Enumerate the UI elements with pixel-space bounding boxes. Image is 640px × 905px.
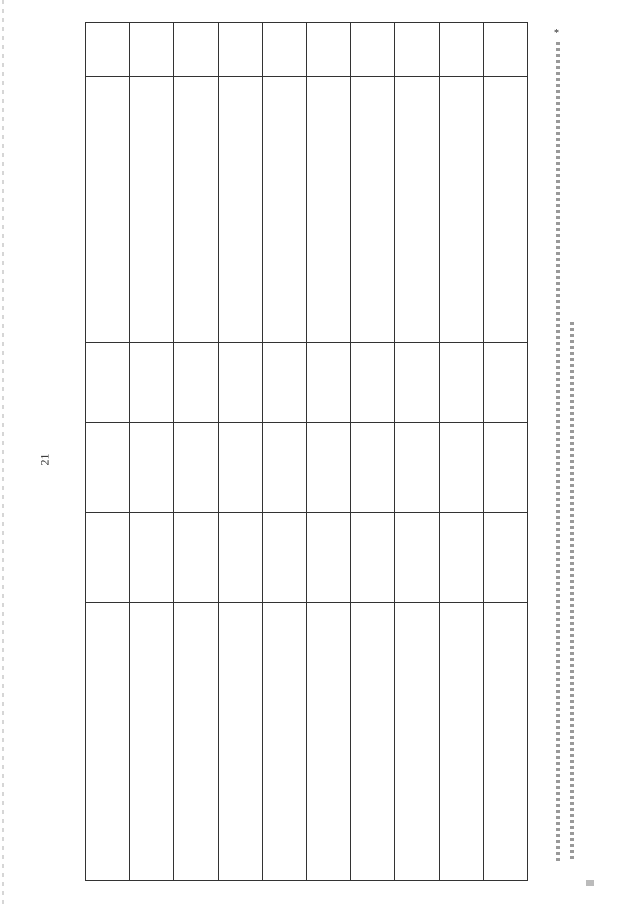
table-cell <box>306 423 350 513</box>
table-cell <box>86 513 130 603</box>
table-cell <box>262 77 306 343</box>
table-cell <box>130 513 174 603</box>
footnote <box>550 22 582 882</box>
table-cell <box>130 343 174 423</box>
table-row <box>86 77 528 343</box>
table-cell <box>306 77 350 343</box>
table-cell <box>439 77 483 343</box>
table-cell <box>86 423 130 513</box>
table-cell <box>306 513 350 603</box>
table-cell <box>439 343 483 423</box>
table-cell <box>218 513 262 603</box>
table-cell <box>174 423 218 513</box>
table-cell <box>130 603 174 881</box>
table-cell <box>174 343 218 423</box>
table-cell <box>351 513 395 603</box>
table-cell <box>218 77 262 343</box>
table-cell <box>174 77 218 343</box>
table-cell <box>130 77 174 343</box>
table-cell <box>439 513 483 603</box>
table-cell <box>130 23 174 77</box>
table-cell <box>395 343 439 423</box>
table-row <box>86 513 528 603</box>
table-cell <box>395 603 439 881</box>
footnote-marker: * <box>554 28 559 39</box>
table-cell <box>395 423 439 513</box>
table-cell <box>262 423 306 513</box>
table-row <box>86 23 528 77</box>
table-cell <box>351 603 395 881</box>
table-cell <box>130 423 174 513</box>
table-cell <box>483 513 527 603</box>
table-cell <box>262 23 306 77</box>
table-cell <box>262 513 306 603</box>
page-number: 21 <box>37 453 52 466</box>
scan-edge <box>2 0 4 905</box>
table-cell <box>439 603 483 881</box>
table-cell <box>395 23 439 77</box>
table-cell <box>351 23 395 77</box>
budget-table-area <box>85 22 528 880</box>
table-cell <box>439 423 483 513</box>
table-cell <box>306 603 350 881</box>
corner-mark <box>586 880 594 886</box>
table-cell <box>262 603 306 881</box>
footnote-text-line <box>570 322 574 862</box>
table-cell <box>351 423 395 513</box>
table-cell <box>306 343 350 423</box>
budget-table <box>85 22 528 881</box>
table-cell <box>86 603 130 881</box>
table-cell <box>86 343 130 423</box>
table-cell <box>174 603 218 881</box>
table-cell <box>483 603 527 881</box>
table-cell <box>218 343 262 423</box>
footnote-text-line <box>556 42 560 862</box>
table-cell <box>351 77 395 343</box>
table-cell <box>483 77 527 343</box>
table-cell <box>86 23 130 77</box>
table-cell <box>483 343 527 423</box>
table-cell <box>262 343 306 423</box>
table-cell <box>86 77 130 343</box>
table-row <box>86 343 528 423</box>
table-cell <box>174 513 218 603</box>
table-cell <box>174 23 218 77</box>
table-cell <box>483 23 527 77</box>
table-row <box>86 603 528 881</box>
table-cell <box>395 77 439 343</box>
table-cell <box>395 513 439 603</box>
table-cell <box>218 23 262 77</box>
table-cell <box>439 23 483 77</box>
table-row <box>86 423 528 513</box>
table-cell <box>218 603 262 881</box>
table-cell <box>351 343 395 423</box>
table-cell <box>218 423 262 513</box>
table-cell <box>483 423 527 513</box>
table-cell <box>306 23 350 77</box>
